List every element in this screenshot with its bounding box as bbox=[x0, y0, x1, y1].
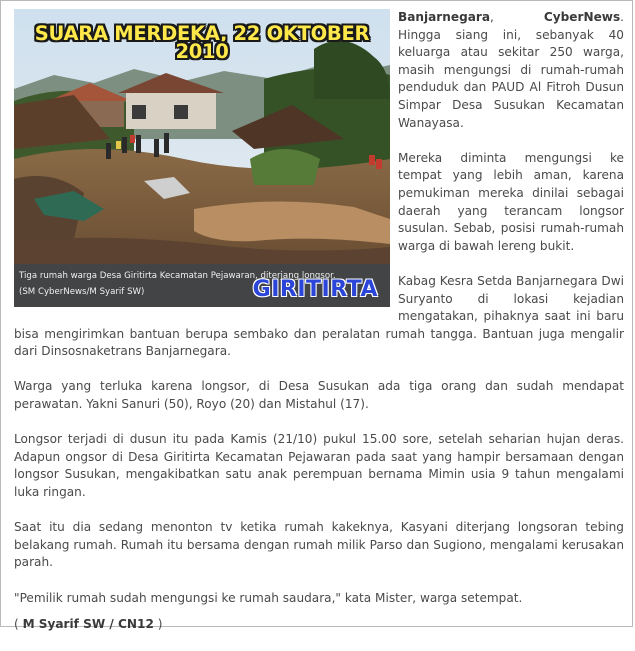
paragraph-1-text: . Hingga siang ini, sebanyak 40 keluarga atau sekitar 250 warga, masih mengungsi di rumah-rumah penduduk dan PAUD Al Fitroh Dusun Simpar Desa Susukan Kecamatan Wanayasa. bbox=[398, 10, 624, 130]
paragraph-2: Mereka diminta mengungsi ke tempat yang lebih aman, karena pemukiman mereka dinilai sebagai daerah yang terancam longsor susulan. Sebab, posisi rumah-rumah warga di bawah lereng bukit. bbox=[398, 150, 624, 253]
byline-name: M Syarif SW / CN12 bbox=[22, 616, 154, 631]
news-photo bbox=[14, 9, 390, 307]
paragraph-1: Banjarnegara, CyberNews. Hingga siang ini, sebanyak 40 keluarga atau sekitar 250 warga, masih mengungsi di rumah-rumah penduduk dan PAUD Al Fitroh Dusun Simpar Desa Susukan Kecamatan Wanayasa. bbox=[398, 10, 624, 130]
newspaper-banner: SUARA MERDEKA, 22 OKTOBER 2010 bbox=[34, 22, 370, 63]
paragraph-5: Longsor terjadi di dusun itu pada Kamis (21/10) pukul 15.00 sore, setelah seharian hujan deras. Adapun ongsor di Desa Giritirta Kecamatan Pejawaran pada saat yang hampir bersamaan dengan longsor Susukan, mengakibatkan satu anak perempuan bernama Mimin usia 9 tahun mengalami luka ringan. bbox=[14, 432, 624, 500]
caption-credit: (SM CyberNews/M Syarif SW) bbox=[19, 287, 145, 297]
byline-open: ( bbox=[14, 616, 23, 631]
article bbox=[14, 9, 624, 651]
caption-line: Tiga rumah warga Desa Giritirta Kecamatan Pejawaran, diterjang longsor. bbox=[19, 271, 336, 281]
dateline-location: Banjarnegara bbox=[398, 10, 491, 24]
paragraph-7: "Pemilik rumah sudah mengungsi ke rumah saudara," kata Mister, warga setempat. bbox=[14, 590, 523, 605]
paragraph-4: Warga yang terluka karena longsor, di Desa Susukan ada tiga orang dan sudah mendapat perawatan. Yakni Sanuri (50), Royo (20) dan Mistahul (17). bbox=[14, 379, 624, 412]
paragraph-6: Saat itu dia sedang menonton tv ketika rumah kakeknya, Kasyani diterjang longsoran tebing belakang rumah. Rumah itu bersama dengan rumah milik Parso dan Sugiono, mengalami kerusakan parah. bbox=[14, 520, 624, 570]
place-label: GIRITIRTA bbox=[252, 277, 378, 302]
paragraph-3: Kabag Kesra Setda Banjarnegara Dwi Suryanto di lokasi kejadian mengatakan, pihaknya saat ini baru bisa mengirimkan bantuan berupa sembako dan peralatan rumah tangga. Bantuan juga mengalir dari Dinsosnaketrans Banjarnegara. bbox=[14, 273, 624, 359]
dateline-source: CyberNews bbox=[543, 10, 621, 24]
byline-close: ) bbox=[153, 616, 163, 631]
byline bbox=[14, 616, 624, 634]
